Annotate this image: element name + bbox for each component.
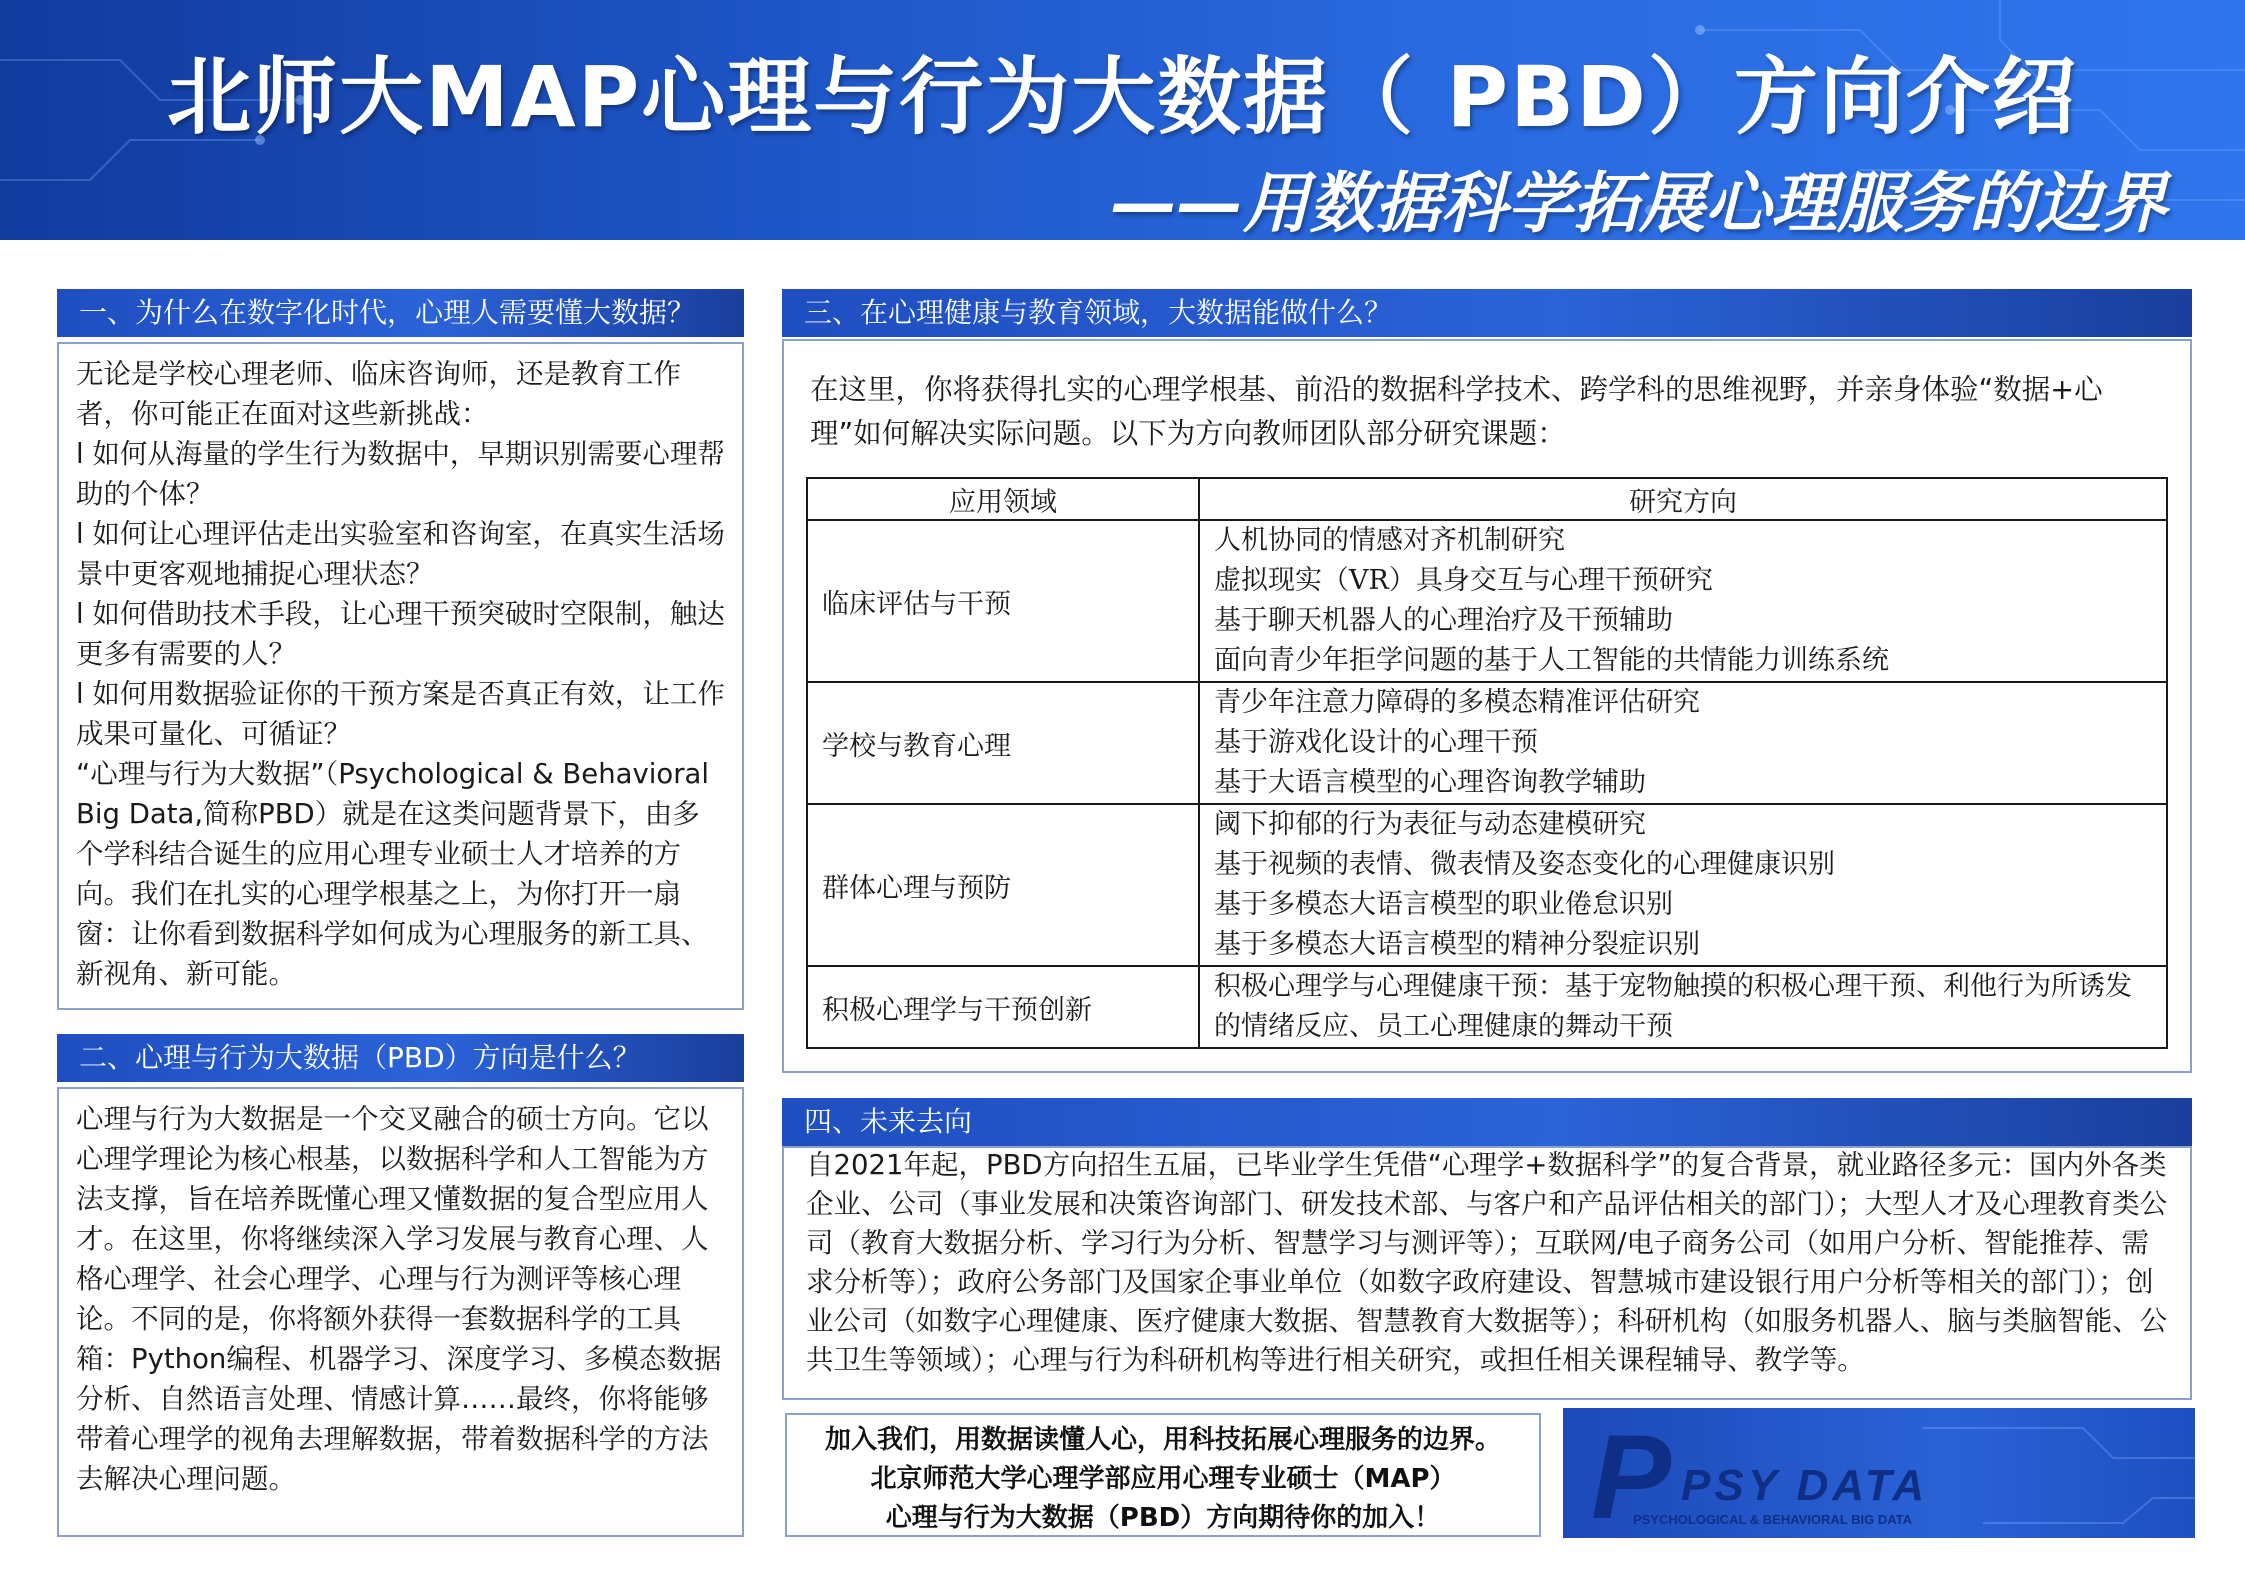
logo-mark: P [1591,1410,1672,1538]
table-cell-area: 积极心理学与干预创新 [807,966,1199,1048]
table-row [807,804,2167,966]
research-topic: 基于多模态大语言模型的精神分裂症识别 [1214,929,1700,960]
section1-paragraph: “心理与行为大数据”（Psychological & Behavioral Big Data,简称PBD）就是在这类问题背景下，由多个学科结合诞生的应用心理专业硕士人才培养的方向。我们在扎实的心理学根基之上，为你打开一扇窗：让你看到数据科学如何成为心理服务的新工具、新视角、新可能。 [76,758,710,990]
research-topic: 人机协同的情感对齐机制研究 [1214,525,1565,556]
table-row [807,682,2167,804]
table-cell-topics [1199,804,2167,966]
section1-paragraph: l 如何借助技术手段，让心理干预突破时空限制，触达更多有需要的人？ [76,598,725,670]
table-row [807,520,2167,682]
research-table [806,477,2168,1049]
table-cell-area: 学校与教育心理 [807,682,1199,804]
closing-line-1: 加入我们，用数据读懂人心，用科技拓展心理服务的边界。 [824,1425,1501,1455]
table-cell-topics [1199,966,2167,1048]
research-topic: 积极心理学与心理健康干预：基于宠物触摸的积极心理干预、利他行为所诱发的情绪反应、员工心理健康的舞动干预 [1214,971,2132,1042]
table-cell-topics [1199,520,2167,682]
closing-line-3: 心理与行为大数据（PBD）方向期待你的加入！ [885,1503,1441,1533]
research-topic: 基于游戏化设计的心理干预 [1214,727,1538,758]
section4-body: 自2021年起，PBD方向招生五届，已毕业学生凭借“心理学+数据科学”的复合背景，就业路径多元：国内外各类企业、公司（事业发展和决策咨询部门、研发技术部、与客户和产品评估相关的部门）；大型人才及心理教育类公司（教育大数据分析、学习行为分析、智慧学习与测评等）；互联网/电子商务公司（如用户分析、智能推荐、需求分析等）；政府公务部门及国家企事业单位（如数字政府建设、智慧城市建设银行用户分析等相关的部门）；创业公司（如数字心理健康、医疗健康大数据、智慧教育大数据等）；科研机构（如服务机器人、脑与类脑智能、公共卫生等领域）；心理与行为科研机构等进行相关研究，或担任相关课程辅导、教学等。 [806,1149,2168,1376]
research-topic: 基于多模态大语言模型的职业倦怠识别 [1214,889,1673,920]
section2-heading: 二、心理与行为大数据（PBD）方向是什么？ [57,1034,744,1082]
logo-name: PSY DATA [1681,1461,1929,1510]
research-topic: 青少年注意力障碍的多模态精准评估研究 [1214,687,1700,718]
table-header-row [807,478,2167,520]
research-topic: 基于大语言模型的心理咨询教学辅助 [1214,767,1646,798]
table-cell-area: 群体心理与预防 [807,804,1199,966]
research-topic: 面向青少年拒学问题的基于人工智能的共情能力训练系统 [1214,645,1889,676]
research-topic: 阈下抑郁的行为表征与动态建模研究 [1214,809,1646,840]
section4-heading: 四、未来去向 [782,1098,2192,1146]
table-header-topics: 研究方向 [1199,478,2167,520]
section3-heading: 三、在心理健康与教育领域，大数据能做什么？ [782,289,2192,337]
psy-data-logo [1563,1408,2195,1538]
research-topic: 基于聊天机器人的心理治疗及干预辅助 [1214,605,1673,636]
table-row [807,966,2167,1048]
page-title: 北师大MAP心理与行为大数据（ PBD）方向介绍 [167,48,2078,146]
section1-paragraph: l 如何让心理评估走出实验室和咨询室，在真实生活场景中更客观地捕捉心理状态？ [76,518,725,590]
research-topic: 虚拟现实（VR）具身交互与心理干预研究 [1214,565,1713,596]
section1-paragraph: 无论是学校心理老师、临床咨询师，还是教育工作者，你可能正在面对这些新挑战： [76,358,681,430]
page-subtitle: ——用数据科学拓展心理服务的边界 [1111,165,2167,240]
section1-body [76,354,726,994]
section1-paragraph: l 如何从海量的学生行为数据中，早期识别需要心理帮助的个体？ [76,438,725,510]
table-header-area: 应用领域 [807,478,1199,520]
section3-intro: 在这里，你将获得扎实的心理学根基、前沿的数据科学技术、跨学科的思维视野，并亲身体验“数据+心理”如何解决实际问题。以下为方向教师团队部分研究课题： [810,373,2103,450]
header-banner [0,0,2245,240]
section1-heading: 一、为什么在数字化时代，心理人需要懂大数据？ [57,289,744,337]
table-cell-area: 临床评估与干预 [807,520,1199,682]
table-cell-topics [1199,682,2167,804]
section1-paragraph: l 如何用数据验证你的干预方案是否真正有效，让工作成果可量化、可循证？ [76,678,725,750]
logo-tagline: PSYCHOLOGICAL & BEHAVIORAL BIG DATA [1633,1512,1913,1527]
closing-line-2: 北京师范大学心理学部应用心理专业硕士（MAP） [870,1464,1456,1494]
psy-data-logo-panel [1563,1408,2195,1538]
section2-body: 心理与行为大数据是一个交叉融合的硕士方向。它以心理学理论为核心根基，以数据科学和人工智能为方法支撑，旨在培养既懂心理又懂数据的复合型应用人才。在这里，你将继续深入学习发展与教育心理、人格心理学、社会心理学、心理与行为测评等核心理论。不同的是，你将额外获得一套数据科学的工具箱：Python编程、机器学习、深度学习、多模态数据分析、自然语言处理、情感计算……最终，你将能够带着心理学的视角去理解数据，带着数据科学的方法去解决心理问题。 [76,1103,722,1495]
research-topic: 基于视频的表情、微表情及姿态变化的心理健康识别 [1214,849,1835,880]
closing-message [785,1413,1541,1537]
